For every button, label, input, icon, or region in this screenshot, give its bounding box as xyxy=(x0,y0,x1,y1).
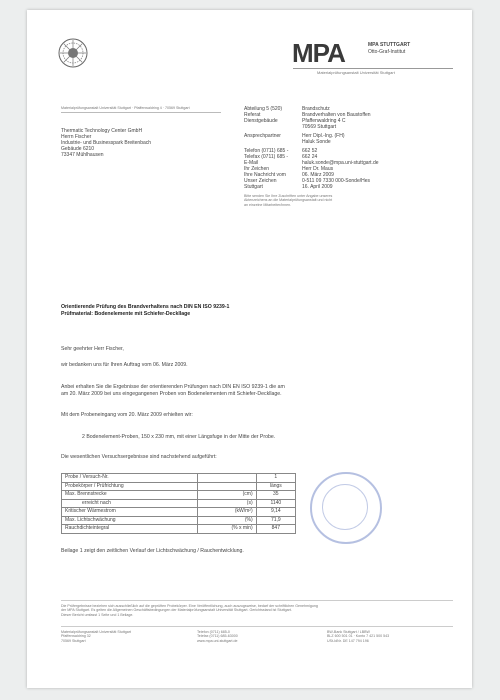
table-cell: 35 xyxy=(256,491,295,500)
info-row xyxy=(244,139,456,145)
info-label: Abteilung 5 (520) xyxy=(244,106,283,112)
table-row xyxy=(62,499,296,508)
subject xyxy=(61,304,229,318)
salutation: Sehr geehrter Herr Fischer, xyxy=(61,346,124,352)
document-page xyxy=(27,10,472,688)
brand-tagline: Materialprüfungsanstalt Universität Stuttgart xyxy=(317,70,395,75)
info-label: Referat xyxy=(244,112,261,118)
table-header-cell xyxy=(198,474,256,483)
table-row xyxy=(62,516,296,525)
info-label: Telefax (0711) 685 - xyxy=(244,154,289,160)
table-row xyxy=(62,491,296,500)
recipient-line: Gebäude 6210 xyxy=(61,146,95,152)
table-header-row xyxy=(62,474,296,483)
footer-col-line: Materialprüfungsanstalt Universität Stuttgart xyxy=(61,630,131,634)
body-text: Mit dem Probeneingang vom 20. März 2009 erhielten wir: xyxy=(61,412,193,418)
info-value: 662 24 xyxy=(302,154,318,160)
table-row xyxy=(62,525,296,534)
info-value: 662 52 xyxy=(302,148,318,154)
footer-col-line: USt-IdNr. DE 147 794 196 xyxy=(327,638,369,643)
results-table xyxy=(61,473,296,534)
subject-line: Orientierende Prüfung des Brandverhaltens nach DIN EN ISO 9239-1 xyxy=(61,304,230,310)
info-value: 70569 Stuttgart xyxy=(302,124,337,130)
table-cell: (% x min) xyxy=(198,525,256,534)
subject-line: Prüfmaterial: Bodenelemente mit Schiefer-Deckllage xyxy=(61,311,191,317)
table-header-cell: Probe / Versuch-Nr. xyxy=(62,474,198,483)
footer-col-line: BLZ 600 501 01 · Konto 7 421 500 543 xyxy=(327,634,390,639)
info-note xyxy=(244,194,456,207)
body-text-indented: 2 Bodenelement-Proben, 150 x 230 mm, mit einer Längsfuge in der Mitte der Probe. xyxy=(82,434,276,440)
info-label xyxy=(244,139,302,145)
info-label xyxy=(244,124,302,130)
table-cell: 847 xyxy=(256,525,295,534)
info-value: 16. April 2009 xyxy=(302,184,333,190)
brand-heading xyxy=(368,42,410,56)
footer-col-line: BW-Bank Stuttgart / LBBW xyxy=(327,630,370,634)
info-label: E-Mail xyxy=(244,160,259,166)
info-value: Herr Dipl.-Ing. (FH) xyxy=(302,133,345,139)
table-cell: 1140 xyxy=(256,499,295,508)
footer-col-contact xyxy=(197,630,238,643)
table-cell: 71,9 xyxy=(256,516,295,525)
sender-divider xyxy=(61,112,221,113)
table-header-cell: 1 xyxy=(256,474,295,483)
info-label: Ihre Nachricht vom xyxy=(244,172,286,178)
footer-col-line: Pfaffenwaldring 32 xyxy=(61,634,91,639)
info-value: Brandschutz xyxy=(302,106,330,112)
brand-divider xyxy=(293,68,453,69)
info-note-line: an einzelne Mitarbeiter/innen. xyxy=(244,202,292,207)
recipient-line: Thermatic Technology Center GmbH xyxy=(61,128,143,134)
footer-note-line: Die Prüfergebnisse beziehen sich ausschließlich auf die geprüften Probekörper. Eine Veröffentlichung, auch auszugsweise, bedarf der schriftlichen Genehmigung xyxy=(61,604,318,608)
footer-note xyxy=(61,604,318,617)
recipient-line: Herrn Fischer xyxy=(61,134,92,140)
table-cell: Probekörper / Prüfrichtung xyxy=(62,482,198,491)
info-value: Pfaffenwaldring 4 C xyxy=(302,118,346,124)
recipient-line: Industrie- und Businesspark Breitenbach xyxy=(61,140,152,146)
table-cell: Kritischer Wärmestrom xyxy=(62,508,198,517)
info-value: 0-511 09 7330 000-Sonde/Hes xyxy=(302,178,371,184)
footer-col-line: Telefon (0711) 685-0 xyxy=(197,630,230,634)
university-seal-icon xyxy=(57,37,89,69)
table-cell: längs xyxy=(256,482,295,491)
sender-line: Materialprüfungsanstalt Universität Stuttgart · Pfaffenwaldring 4 · 70569 Stuttgart xyxy=(61,106,190,110)
official-stamp-icon xyxy=(310,472,382,544)
table-cell: (cm) xyxy=(198,491,256,500)
enclosure-note: Beilage 1 zeigt den zeitlichen Verlauf der Lichtschwächung / Rauchentwicklung. xyxy=(61,548,244,554)
footer-divider xyxy=(61,626,453,627)
table-row xyxy=(62,508,296,517)
info-value: haluk.sonde@mpa.uni-stuttgart.de xyxy=(302,160,379,166)
footer-divider xyxy=(61,600,453,601)
body-text: wir bedanken uns für Ihren Auftrag vom 06. März 2009. xyxy=(61,362,188,368)
footer-col-address xyxy=(61,630,131,643)
info-label: Dienstgebäude xyxy=(244,118,278,124)
info-label: Unser Zeichen xyxy=(244,178,277,184)
brand-name: MPA STUTTGART xyxy=(368,42,411,48)
footer-col-line: www.mpa.uni-stuttgart.de xyxy=(197,638,238,643)
table-cell: (%) xyxy=(198,516,256,525)
recipient-address xyxy=(61,128,151,158)
table-cell: (s) xyxy=(198,499,256,508)
info-row xyxy=(244,184,456,190)
table-cell: Rauchdichteintegral xyxy=(62,525,198,534)
footer-note-line: der MPA Stuttgart. Es gelten die Allgemeinen Geschäftsbedingungen der Materialprüfungsanstalt Universität Stuttgart. Gerichtsstand ist Stuttgart. xyxy=(61,608,292,613)
table-cell: Max. Lichtschwächung xyxy=(62,516,198,525)
info-label: Telefon (0711) 685 - xyxy=(244,148,289,154)
info-label: Stuttgart xyxy=(244,184,263,190)
table-cell: (kW/m²) xyxy=(198,508,256,517)
body-text: Anbei erhalten Sie die Ergebnisse der orientierenden Prüfungen nach DIN EN ISO 9239-1 die am xyxy=(61,384,285,390)
footer-note-line: Dieser Bericht umfasst 1 Seite und 1 Beilage. xyxy=(61,612,134,617)
recipient-line: 73347 Mühlhausen xyxy=(61,152,104,158)
mpa-logo: MPA xyxy=(292,38,345,68)
footer-col-line: 70569 Stuttgart xyxy=(61,638,86,643)
info-block xyxy=(244,106,456,207)
body-text: Die wesentlichen Versuchsergebnisse sind nachstehend aufgeführt: xyxy=(61,454,217,460)
table-cell xyxy=(198,482,256,491)
table-cell: Max. Brennstrecke xyxy=(62,491,198,500)
body-text: am 20. März 2009 bei uns eingegangenen Proben von Bodenelementen mit Schiefer-Deckllage. xyxy=(61,391,282,397)
info-value: Haluk Sonde xyxy=(302,139,331,145)
body-paragraph xyxy=(61,384,285,398)
table-cell: erreicht nach xyxy=(62,499,198,508)
info-value: Brandverhalten von Baustoffen xyxy=(302,112,371,118)
info-note-line: Bitte senden Sie Ihre Zuschriften unter Angabe unseres xyxy=(244,194,333,198)
table-cell: 9,14 xyxy=(256,508,295,517)
brand-subname: Otto-Graf-Institut xyxy=(368,49,406,55)
info-value: 06. März 2009 xyxy=(302,172,334,178)
table-row xyxy=(62,482,296,491)
info-label: Ansprechpartner xyxy=(244,133,281,139)
info-row xyxy=(244,124,456,130)
footer-col-bank xyxy=(327,630,389,643)
info-note-line: Aktenzeichens an die Materialprüfungsanstalt und nicht xyxy=(244,198,333,203)
footer-col-line: Telefax (0711) 685-63000 xyxy=(197,634,238,639)
info-label: Ihr Zeichen xyxy=(244,166,270,172)
info-value: Herr Dr. Maus xyxy=(302,166,334,172)
